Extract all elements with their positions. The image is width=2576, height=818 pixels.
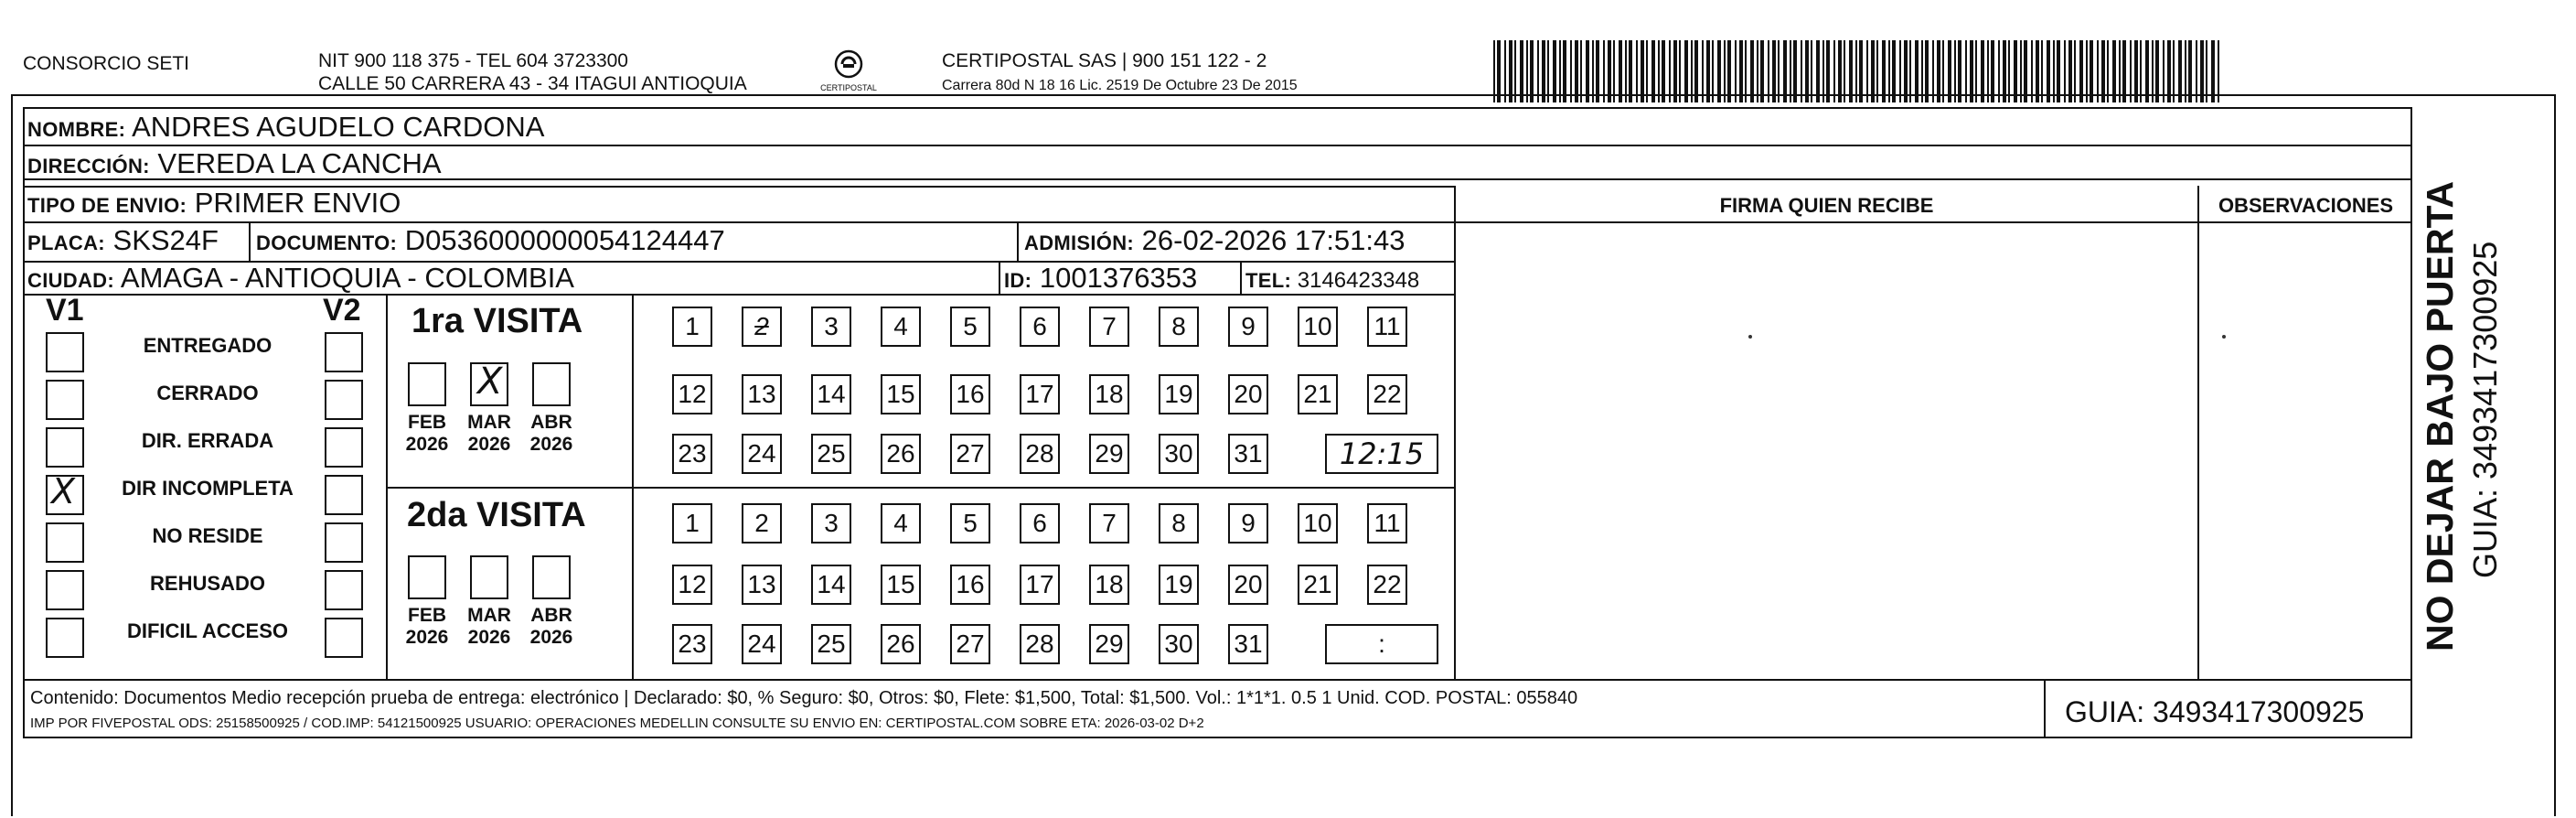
v2-checkbox[interactable]: [325, 380, 363, 420]
id-field: [1004, 264, 1197, 296]
visit1-day-box[interactable]: 30: [1159, 434, 1199, 474]
imp-line: IMP POR FIVEPOSTAL ODS: 25158500925 / COD.IMP: 54121500925 USUARIO: OPERACIONES MEDELLIN CONSULTE SU ENVIO EN: CERTIPOSTAL.COM SOBRE ETA: 2026-03-02 D+2: [30, 716, 1204, 731]
visit2-time-box[interactable]: :: [1325, 624, 1438, 664]
visit1-day-box[interactable]: 18: [1089, 374, 1129, 414]
visit2-day-box[interactable]: 15: [881, 565, 921, 605]
admision-field: [1024, 226, 1406, 258]
visit2-day-box[interactable]: 16: [950, 565, 990, 605]
nit-line: NIT 900 118 375 - TEL 604 3723300: [318, 50, 628, 71]
v2-header: V2: [323, 293, 361, 328]
visit1-month-mark: X: [477, 361, 503, 403]
visit1-day-box[interactable]: 25: [811, 434, 851, 474]
admision-label: ADMISIÓN:: [1024, 231, 1135, 254]
v1-checkbox[interactable]: [46, 380, 84, 420]
visit2-month-box[interactable]: [532, 555, 571, 599]
direccion-value: VEREDA LA CANCHA: [157, 147, 442, 179]
visit2-day-box[interactable]: 28: [1020, 624, 1060, 664]
visit2-day-box[interactable]: 23: [672, 624, 712, 664]
visit1-month-box[interactable]: [532, 362, 571, 406]
visit1-month-label: MAR 2026: [467, 412, 511, 455]
placa-field: [27, 226, 219, 258]
visit2-day-box[interactable]: 14: [811, 565, 851, 605]
ciudad-value: AMAGA - ANTIOQUIA - COLOMBIA: [120, 262, 574, 294]
visit1-month-label: FEB 2026: [405, 412, 449, 455]
v1-checkbox[interactable]: [46, 427, 84, 468]
visit2-day-box[interactable]: 10: [1298, 503, 1338, 544]
visit2-month-label: ABR 2026: [529, 605, 573, 648]
observaciones-header: OBSERVACIONES: [2218, 194, 2394, 217]
visit1-day-box[interactable]: 4: [881, 307, 921, 347]
visit2-day-box[interactable]: 24: [742, 624, 782, 664]
visit1-day-box[interactable]: 29: [1089, 434, 1129, 474]
visit1-day-box[interactable]: 3: [811, 307, 851, 347]
visit1-day-box[interactable]: 9: [1228, 307, 1268, 347]
visit2-month-label: FEB 2026: [405, 605, 449, 648]
nombre-field: [27, 113, 544, 145]
tipo-field: [27, 188, 401, 221]
visit1-day-box[interactable]: 5: [950, 307, 990, 347]
ciudad-field: [27, 264, 574, 296]
visit1-day-box[interactable]: 10: [1298, 307, 1338, 347]
visit2-day-box[interactable]: 22: [1367, 565, 1407, 605]
v1-checkbox[interactable]: [46, 570, 84, 610]
visit2-title: 2da VISITA: [407, 496, 586, 534]
status-label: NO RESIDE: [152, 524, 263, 547]
documento-label: DOCUMENTO:: [256, 231, 398, 254]
status-label: DIR INCOMPLETA: [122, 477, 294, 500]
documento-field: [256, 226, 725, 258]
tel-field: [1245, 266, 1419, 296]
visit1-day-box[interactable]: 7: [1089, 307, 1129, 347]
status-label: CERRADO: [156, 382, 259, 404]
visit1-day-box[interactable]: 8: [1159, 307, 1199, 347]
no-dejar-notice: NO DEJAR BAJO PUERTA: [2419, 180, 2461, 651]
visit2-day-box[interactable]: 9: [1228, 503, 1268, 544]
visit1-day-box[interactable]: 28: [1020, 434, 1060, 474]
visit2-day-box[interactable]: 27: [950, 624, 990, 664]
company-name: CONSORCIO SETI: [23, 53, 190, 74]
visit1-day-box[interactable]: 11: [1367, 307, 1407, 347]
ciudad-label: CIUDAD:: [27, 269, 114, 292]
v2-checkbox[interactable]: [325, 522, 363, 563]
visit2-day-box[interactable]: 11: [1367, 503, 1407, 544]
status-label: REHUSADO: [150, 572, 265, 595]
visit1-day-box[interactable]: 26: [881, 434, 921, 474]
v2-checkbox[interactable]: [325, 332, 363, 372]
visit1-day-box[interactable]: 27: [950, 434, 990, 474]
visit1-day-box[interactable]: 20: [1228, 374, 1268, 414]
visit2-day-box[interactable]: 17: [1020, 565, 1060, 605]
signature-dot: [1748, 335, 1752, 339]
visit1-day-box[interactable]: 17: [1020, 374, 1060, 414]
observation-dot: [2222, 335, 2226, 339]
visit2-day-box[interactable]: 2: [742, 503, 782, 544]
visit1-day-box[interactable]: 31: [1228, 434, 1268, 474]
certipostal-logo: [817, 46, 881, 99]
visit1-day-box[interactable]: 6: [1020, 307, 1060, 347]
v2-checkbox[interactable]: [325, 618, 363, 658]
direccion-field: [27, 149, 442, 181]
visit2-day-box[interactable]: 1: [672, 503, 712, 544]
visit1-day-box[interactable]: 15: [881, 374, 921, 414]
tel-value: 3146423348: [1297, 268, 1420, 293]
status-label: DIR. ERRADA: [141, 429, 274, 452]
visit1-month-box[interactable]: [470, 362, 508, 406]
id-value: 1001376353: [1039, 262, 1198, 294]
visit2-day-box[interactable]: 18: [1089, 565, 1129, 605]
visit1-day-box[interactable]: 12: [672, 374, 712, 414]
v1-checkbox[interactable]: [46, 522, 84, 563]
visit2-day-box[interactable]: 4: [881, 503, 921, 544]
tipo-label: TIPO DE ENVIO:: [27, 194, 187, 217]
tipo-value: PRIMER ENVIO: [194, 187, 401, 219]
visit1-month-label: ABR 2026: [529, 412, 573, 455]
visit2-day-box[interactable]: 31: [1228, 624, 1268, 664]
visit1-day-box[interactable]: 24: [742, 434, 782, 474]
v1-checkbox[interactable]: [46, 471, 84, 515]
visit2-day-box[interactable]: 25: [811, 624, 851, 664]
v1-header: V1: [46, 293, 84, 328]
id-label: ID:: [1004, 269, 1032, 292]
visit2-month-label: MAR 2026: [467, 605, 511, 648]
placa-value: SKS24F: [112, 224, 219, 256]
visit2-day-box[interactable]: 29: [1089, 624, 1129, 664]
v2-checkbox[interactable]: [325, 475, 363, 515]
visit2-day-box[interactable]: 7: [1089, 503, 1129, 544]
visit2-month-box[interactable]: [408, 555, 446, 599]
visit2-day-box[interactable]: 3: [811, 503, 851, 544]
placa-label: PLACA:: [27, 231, 105, 254]
visit2-day-box[interactable]: 8: [1159, 503, 1199, 544]
visit2-day-box[interactable]: 26: [881, 624, 921, 664]
admision-value: 26-02-2026 17:51:43: [1141, 224, 1406, 256]
visit1-day-box[interactable]: 16: [950, 374, 990, 414]
visit2-day-box[interactable]: 21: [1298, 565, 1338, 605]
visit2-day-box[interactable]: 13: [742, 565, 782, 605]
contenido-line: Contenido: Documentos Medio recepción prueba de entrega: electrónico | Declarado: $0, % Seguro: $0, Otros: $0, Flete: $1,500, Total: $1,500. Vol.: 1*1*1. 0.5 1 Unid. COD. POSTAL: 055840: [30, 688, 1578, 708]
visit1-day-box[interactable]: 14: [811, 374, 851, 414]
visit2-day-box[interactable]: 20: [1228, 565, 1268, 605]
v1-checkbox[interactable]: [46, 618, 84, 658]
tel-label: TEL:: [1245, 269, 1292, 292]
visit2-day-box[interactable]: 6: [1020, 503, 1060, 544]
visit2-day-box[interactable]: 5: [950, 503, 990, 544]
status-label: ENTREGADO: [143, 334, 273, 357]
visit1-day-box[interactable]: 1: [672, 307, 712, 347]
visit1-day-box[interactable]: 21: [1298, 374, 1338, 414]
visit1-day-box[interactable]: 22: [1367, 374, 1407, 414]
carrier-line: CERTIPOSTAL SAS | 900 151 122 - 2: [942, 50, 1267, 71]
visit1-month-box[interactable]: [408, 362, 446, 406]
nombre-label: NOMBRE:: [27, 118, 126, 141]
address-line: CALLE 50 CARRERA 43 - 34 ITAGUI ANTIOQUIA: [318, 73, 747, 94]
visit1-day-box[interactable]: 13: [742, 374, 782, 414]
v1-mark: X: [51, 471, 76, 511]
direccion-label: DIRECCIÓN:: [27, 155, 150, 178]
visit1-title: 1ra VISITA: [412, 302, 583, 340]
visit2-month-box[interactable]: [470, 555, 508, 599]
v2-checkbox[interactable]: [325, 427, 363, 468]
visit1-day-box[interactable]: 19: [1159, 374, 1199, 414]
visit2-day-box[interactable]: 12: [672, 565, 712, 605]
firma-header: FIRMA QUIEN RECIBE: [1719, 194, 1934, 217]
side-guia: GUIA: 3493417300925: [2466, 241, 2504, 578]
logo-text: CERTIPOSTAL: [820, 83, 877, 92]
visit1-day-box[interactable]: 23: [672, 434, 712, 474]
guia-box-value: GUIA: 3493417300925: [2065, 695, 2365, 728]
visit1-time-box[interactable]: 12:15: [1325, 434, 1438, 474]
license-line: Carrera 80d N 18 16 Lic. 2519 De Octubre 23 De 2015: [942, 78, 1298, 93]
visit2-day-box[interactable]: 30: [1159, 624, 1199, 664]
status-label: DIFICIL ACCESO: [126, 619, 288, 642]
documento-value: D0536000000054124447: [404, 224, 725, 256]
visit2-day-box[interactable]: 19: [1159, 565, 1199, 605]
visit1-day-box[interactable]: 2: [742, 307, 782, 347]
nombre-value: ANDRES AGUDELO CARDONA: [132, 111, 545, 143]
v1-checkbox[interactable]: [46, 332, 84, 372]
v2-checkbox[interactable]: [325, 570, 363, 610]
